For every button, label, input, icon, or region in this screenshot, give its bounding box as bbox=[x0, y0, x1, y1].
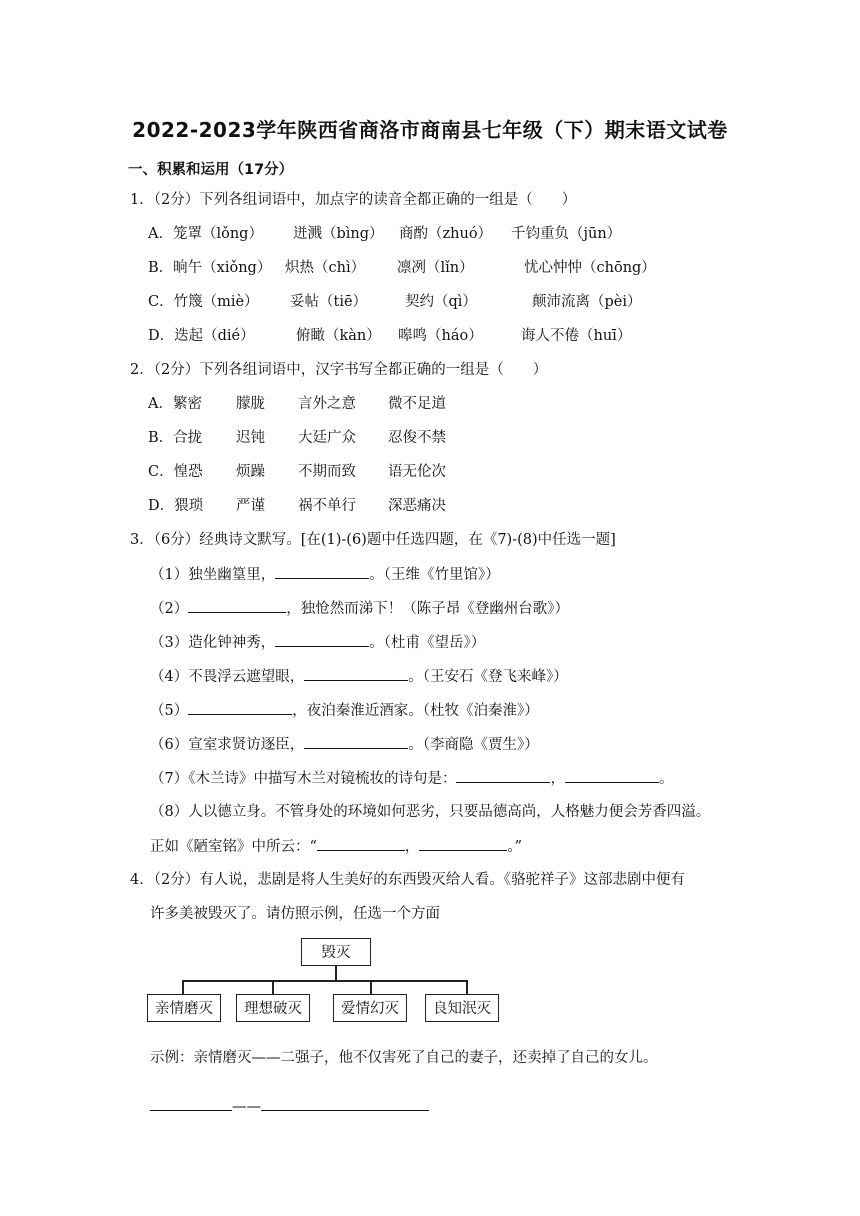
q3-item-6-text: （6）宣室求贤访逐臣， bbox=[150, 737, 305, 753]
q1-option-d bbox=[148, 326, 748, 346]
q1-c-word-1: C．竹篾（miè） bbox=[148, 294, 259, 310]
q4-example: 示例：亲情磨灭——二强子，他不仅害死了自己的妻子，还卖掉了自己的女儿。 bbox=[150, 1050, 658, 1066]
q1-option-b bbox=[148, 258, 748, 278]
q3-item-7-blank-2[interactable] bbox=[565, 768, 659, 783]
q2-c-word-4: 语无伦次 bbox=[388, 464, 446, 480]
q1-c-word-4: 颠沛流离（pèi） bbox=[532, 294, 642, 310]
q2-a-word-1: A．繁密 bbox=[148, 396, 202, 412]
q3-item-8-blank-1[interactable] bbox=[317, 836, 405, 851]
q1-c-word-2: 妥帖（tiē） bbox=[290, 294, 368, 310]
q3-item-8-comma: ， bbox=[404, 839, 420, 855]
q1-b-word-3: 凛冽（lǐn） bbox=[397, 260, 474, 276]
q2-c-word-1: C．惶恐 bbox=[148, 464, 203, 480]
q4-stem-line-2: 许多美被毁灭了。请仿照示例，任选一个方面 bbox=[150, 906, 440, 922]
diagram-box-2: 理想破灭 bbox=[236, 994, 310, 1022]
q1-b-word-2: 炽热（chì） bbox=[285, 260, 366, 276]
q3-item-2-text: （2） bbox=[150, 601, 189, 617]
q3-item-5-source: ，夜泊秦淮近酒家。（杜牧《泊秦淮》） bbox=[292, 703, 539, 719]
q3-item-6-source: 。（李商隐《贾生》） bbox=[408, 737, 539, 753]
q3-item-7-blank-1[interactable] bbox=[456, 768, 550, 783]
q3-item-7-comma: ， bbox=[550, 771, 565, 787]
q3-item-8-line-1: （8）人以德立身。不管身处的环境如何恶劣，只要品德高尚，人格魅力便会芳香四溢。 bbox=[150, 804, 711, 820]
q2-option-d bbox=[148, 496, 548, 516]
q2-a-word-3: 言外之意 bbox=[298, 396, 356, 412]
q3-item-1-text: （1）独坐幽篁里， bbox=[150, 567, 276, 583]
diagram-box-1: 亲情磨灭 bbox=[147, 994, 221, 1022]
q4-answer-dash: —— bbox=[232, 1099, 261, 1115]
section-heading: 一、积累和运用（17分） bbox=[128, 162, 294, 178]
diagram-branch-line bbox=[182, 980, 466, 982]
diagram-branch-4 bbox=[466, 980, 468, 994]
diagram-branch-3 bbox=[370, 980, 372, 994]
q4-answer-blank-2[interactable] bbox=[261, 1096, 429, 1111]
q3-stem: 3．（6分）经典诗文默写。[在(1)-(6)题中任选四题，在《7)-(8)中任选一题] bbox=[130, 532, 616, 548]
q1-a-word-3: 商酌（zhuó） bbox=[399, 226, 493, 242]
diagram-branch-1 bbox=[182, 980, 184, 994]
diagram-root-connector bbox=[335, 966, 337, 980]
q2-b-word-4: 忍俊不禁 bbox=[388, 430, 446, 446]
diagram-box-4: 良知泯灭 bbox=[425, 994, 499, 1022]
q3-item-4-source: 。（王安石《登飞来峰》） bbox=[408, 669, 568, 685]
q2-b-word-2: 迟钝 bbox=[236, 430, 265, 446]
q2-b-word-1: B．合拢 bbox=[148, 430, 203, 446]
q3-item-1-source: 。（王维《竹里馆》） bbox=[369, 567, 500, 583]
q1-d-word-1: D．迭起（dié） bbox=[148, 328, 255, 344]
q3-item-4-blank[interactable] bbox=[304, 666, 408, 681]
q2-d-word-4: 深恶痛决 bbox=[388, 498, 446, 514]
q3-item-8-blank-2[interactable] bbox=[419, 836, 507, 851]
q1-d-word-4: 诲人不倦（huī） bbox=[521, 328, 632, 344]
q2-d-word-3: 祸不单行 bbox=[298, 498, 356, 514]
diagram-branch-2 bbox=[272, 980, 274, 994]
q1-d-word-2: 俯瞰（kàn） bbox=[296, 328, 381, 344]
q2-option-b bbox=[148, 428, 548, 448]
q3-item-6 bbox=[150, 734, 539, 755]
q3-item-3-blank[interactable] bbox=[275, 632, 369, 647]
q1-b-word-1: B．晌午（xiǒng） bbox=[148, 260, 272, 276]
diagram-box-3: 爱情幻灭 bbox=[333, 994, 407, 1022]
q2-b-word-3: 大廷广众 bbox=[298, 430, 356, 446]
q3-item-7-end: 。 bbox=[658, 771, 674, 787]
q3-item-1-blank[interactable] bbox=[275, 564, 369, 579]
q1-c-word-3: 契约（qì） bbox=[405, 294, 477, 310]
q1-a-word-1: A．笼罩（lǒng） bbox=[148, 226, 263, 242]
q1-a-word-2: 迸溅（bìng） bbox=[293, 226, 384, 242]
q1-stem: 1．（2分）下列各组词语中，加点字的读音全都正确的一组是（ ） bbox=[130, 192, 577, 208]
q3-item-2-blank[interactable] bbox=[188, 598, 286, 613]
q3-item-8-text: 正如《陋室铭》中所云：“ bbox=[150, 839, 317, 855]
q3-item-5-blank[interactable] bbox=[188, 700, 292, 715]
q1-a-word-4: 千钧重负（jūn） bbox=[511, 226, 622, 242]
q3-item-3-source: 。（杜甫《望岳》） bbox=[369, 635, 486, 651]
q1-option-a bbox=[148, 224, 748, 244]
q2-a-word-2: 朦胧 bbox=[236, 396, 265, 412]
q4-stem-line-1: 4．（2分）有人说，悲剧是将人生美好的东西毁灭给人看。《骆驼祥子》这部悲剧中便有 bbox=[130, 872, 685, 888]
q3-item-2 bbox=[150, 598, 569, 619]
q2-a-word-4: 微不足道 bbox=[388, 396, 446, 412]
diagram-root-box: 毁灭 bbox=[301, 938, 371, 966]
q2-c-word-2: 烦躁 bbox=[236, 464, 265, 480]
q3-item-3 bbox=[150, 632, 485, 653]
q2-d-word-1: D．猥琐 bbox=[148, 498, 204, 514]
q2-option-a bbox=[148, 394, 548, 414]
q2-option-c bbox=[148, 462, 548, 482]
q1-option-c bbox=[148, 292, 748, 312]
q1-b-word-4: 忧心忡忡（chōng） bbox=[524, 260, 656, 276]
exam-title: 2022-2023学年陕西省商洛市商南县七年级（下）期末语文试卷 bbox=[132, 118, 728, 142]
q2-c-word-3: 不期而致 bbox=[298, 464, 356, 480]
q4-answer-blank-1[interactable] bbox=[150, 1096, 232, 1111]
q3-item-7-text: （7）《木兰诗》中描写木兰对镜梳妆的诗句是： bbox=[150, 771, 457, 787]
q3-item-5-text: （5） bbox=[150, 703, 189, 719]
destruction-diagram bbox=[140, 930, 540, 1040]
q3-item-1 bbox=[150, 564, 500, 585]
q2-stem: 2．（2分）下列各组词语中，汉字书写全都正确的一组是（ ） bbox=[130, 362, 548, 378]
q3-item-3-text: （3）造化钟神秀， bbox=[150, 635, 276, 651]
q3-item-2-source: ，独怆然而涕下！（陈子昂《登幽州台歌》） bbox=[286, 601, 569, 617]
q2-d-word-2: 严谨 bbox=[236, 498, 265, 514]
q3-item-8-line-2 bbox=[150, 836, 522, 857]
q3-item-4 bbox=[150, 666, 568, 687]
q3-item-6-blank[interactable] bbox=[304, 734, 408, 749]
q4-answer-line bbox=[150, 1096, 429, 1117]
q3-item-8-end: 。” bbox=[507, 839, 523, 855]
q3-item-4-text: （4）不畏浮云遮望眼， bbox=[150, 669, 305, 685]
q1-d-word-3: 嗥鸣（háo） bbox=[398, 328, 483, 344]
q3-item-5 bbox=[150, 700, 539, 721]
q3-item-7 bbox=[150, 768, 673, 789]
